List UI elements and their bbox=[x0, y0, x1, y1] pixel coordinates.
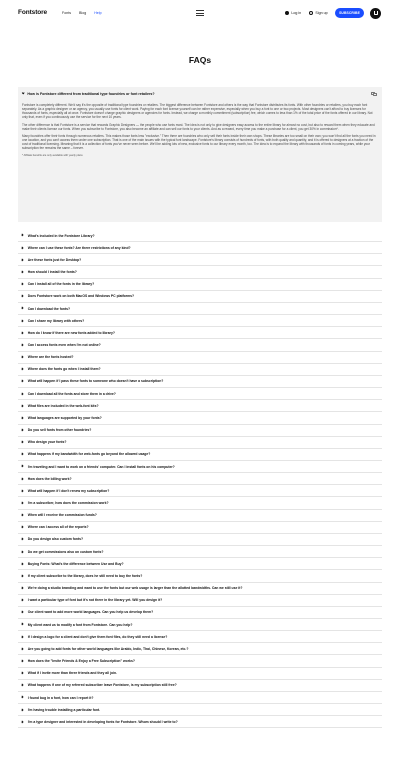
faq-item-question: Buying Fonts: What's the difference between Use and Buy? bbox=[27, 561, 124, 566]
chevron-right-icon bbox=[21, 453, 24, 456]
chevron-right-icon bbox=[21, 672, 24, 675]
faq-item[interactable] bbox=[18, 595, 382, 607]
faq-item-question: I'm a subscriber, how does the commission work? bbox=[27, 501, 109, 506]
chevron-right-icon bbox=[21, 562, 24, 565]
site-header bbox=[0, 0, 400, 28]
faq-item-question: What will happen if I pass these fonts to someone who doesn't have a subscription? bbox=[27, 379, 164, 384]
answer-paragraph: Fontstore is completely different. We'd say it's the opposite of traditional type foundries or retailers. The biggest difference between Fontstore and others is the way that Fontstore distributes its fonts. With other foundries or retailers, you buy each font separately. As a graphic designer or an agency, you usually use fonts for client work. Paying for each font license yourself can be rather expensive, especially when you buy a font to one or two projects. Most designers can't afford to buy licenses for thousands of fonts, especially all at once. Fontstore doesn't charge graphic designers or agencies for fonts. Instead, we charge a monthly commitment (subscription) fee, which comes to less than 1% of the total price of the fonts offered in our library. Not only that, even if you continuously use the service for the next 10 years. bbox=[22, 103, 373, 120]
faq-item-question: What languages are supported by your fonts? bbox=[27, 415, 102, 420]
faq-item-question: Can I download all the fonts and store them in a drive? bbox=[27, 391, 116, 396]
nav-blog[interactable]: Blog bbox=[79, 11, 87, 15]
cart-button[interactable] bbox=[370, 8, 381, 19]
faq-list bbox=[18, 230, 382, 728]
faq-item[interactable] bbox=[18, 546, 382, 558]
chevron-right-icon bbox=[21, 441, 24, 444]
answer-footnote: * Affiliate benefits are only available with yearly plans bbox=[22, 153, 83, 157]
faq-item-question: What happens if my bandwidth for web-fonts go beyond the allowed usage? bbox=[27, 452, 151, 457]
menu-icon[interactable] bbox=[196, 10, 204, 16]
faq-item-question: How should I install the fonts? bbox=[27, 270, 77, 275]
faq-item[interactable] bbox=[18, 400, 382, 412]
chevron-right-icon bbox=[21, 660, 24, 663]
faq-item-question: If I design a logo for a client and don't give them font files, do they still need a license? bbox=[27, 634, 168, 639]
faq-item-question: If my client subscribe to the library, does he still need to buy the fonts? bbox=[27, 573, 143, 578]
faq-item-question: What happens if one of my referred subscriber leave Fontstore, is my subscription still free? bbox=[27, 683, 177, 688]
chevron-right-icon bbox=[21, 271, 24, 274]
faq-item-question: Do we get commissions also on custom fonts? bbox=[27, 549, 104, 554]
faq-item[interactable] bbox=[18, 461, 382, 473]
faq-expanded bbox=[18, 87, 382, 222]
faq-item-question: Does Fontstore work on both MacOS and Windows PC platforms? bbox=[27, 294, 135, 299]
faq-item-question: Are you going to add fonts for other world languages like Arabic, Indic, Thai, Chinese, Korean, etc.? bbox=[27, 646, 189, 651]
chevron-right-icon bbox=[21, 623, 24, 626]
faq-item-question: Can I install all of the fonts in the library? bbox=[27, 282, 95, 287]
faq-item[interactable] bbox=[18, 692, 382, 704]
chevron-right-icon bbox=[21, 331, 24, 334]
faq-item[interactable] bbox=[18, 668, 382, 680]
nav-fonts[interactable]: Fonts bbox=[62, 11, 71, 15]
faq-item[interactable] bbox=[18, 412, 382, 424]
faq-item[interactable] bbox=[18, 242, 382, 254]
faq-item[interactable] bbox=[18, 230, 382, 242]
faq-item[interactable] bbox=[18, 266, 382, 278]
faq-item-question: Where can I use these fonts? Are there restrictions of any kind? bbox=[27, 245, 131, 250]
faq-item-question: We're doing a studio branding and want to use the fonts but our web usage is larger than the allotted bandwidths. Can we still use it? bbox=[27, 586, 243, 591]
faq-item[interactable] bbox=[18, 497, 382, 509]
chevron-right-icon bbox=[21, 404, 24, 407]
chevron-right-icon bbox=[21, 307, 24, 310]
user-outline-icon bbox=[309, 11, 313, 15]
faq-item[interactable] bbox=[18, 522, 382, 534]
answer-paragraph: The other difference is that Fontstore is a service that rewards Graphic Designers — the people who use fonts most. The idea is not only to give designers easy access to the entire library for almost no cost, but also to reward them when they educate and make their clients license our fonts. When you subscribe to Fontstore, you also become an affiliate and can sell our fonts to your clients. And as a reward, every time you make a purchase for a client, you get 30% in commission*. bbox=[22, 122, 375, 131]
faq-item[interactable] bbox=[18, 437, 382, 449]
faq-item[interactable] bbox=[18, 315, 382, 327]
faq-item-question: Where does the fonts go when I install them? bbox=[27, 367, 101, 372]
chevron-right-icon bbox=[21, 501, 24, 504]
faq-item-question: I'm traveling and I want to work on a friends' computer. Can I install fonts on his computer? bbox=[27, 464, 175, 469]
faq-item-question: Can I download the fonts? bbox=[27, 306, 71, 311]
faq-answer bbox=[22, 103, 377, 161]
faq-item-question: I'm having trouble installing a particular font. bbox=[27, 707, 101, 712]
chevron-right-icon bbox=[21, 416, 24, 419]
subscribe-button[interactable]: SUBSCRIBE bbox=[335, 8, 364, 18]
faq-item[interactable] bbox=[18, 303, 382, 315]
faq-item[interactable] bbox=[18, 425, 382, 437]
faq-item[interactable] bbox=[18, 607, 382, 619]
faq-item-question: Do you design also custom fonts? bbox=[27, 537, 84, 542]
faq-item-question: Our client want to add more world languages. Can you help us develop them? bbox=[27, 610, 154, 615]
faq-item-question: Are these fonts just for Desktop? bbox=[27, 257, 82, 262]
chevron-right-icon bbox=[21, 283, 24, 286]
chevron-right-icon bbox=[21, 599, 24, 602]
faq-item-question: Where are the fonts hosted? bbox=[27, 355, 74, 360]
chevron-right-icon bbox=[21, 550, 24, 553]
chevron-right-icon bbox=[21, 684, 24, 687]
answer-paragraph: Many foundries offer their fonts through numerous retailers. This makes those fonts less "exclusive." Then there are foundries who only sell their fonts inside their own shops. These libraries are too small on their own; you won't find all the fonts you need in one location, and you can't access them under one subscription. That is one of the main issues with the typical font landscape. Fontstore's library consists of hundreds of fonts, with both quality and quantity, and it is offered to designers at a fraction of the cost of traditional licensing. Meaning that it is a collection of fonts you've never seen before. We'll be adding lots of new, exclusive fonts to our library every month, too. The idea is to expand the library with thousands of fonts in coming years, while your subscription fee remains the same – forever. bbox=[22, 133, 376, 151]
chevron-down-icon bbox=[22, 92, 25, 95]
faq-item-question: Who design your fonts? bbox=[27, 440, 67, 445]
chevron-right-icon bbox=[21, 611, 24, 614]
login-link[interactable] bbox=[285, 11, 301, 15]
faq-item[interactable] bbox=[18, 327, 382, 339]
user-icon bbox=[285, 11, 289, 15]
signup-link[interactable] bbox=[309, 11, 328, 15]
chevron-right-icon bbox=[21, 380, 24, 383]
faq-item-question: What files are included in the web-font kits? bbox=[27, 403, 99, 408]
chevron-right-icon bbox=[21, 647, 24, 650]
chevron-right-icon bbox=[21, 392, 24, 395]
faq-item[interactable] bbox=[18, 339, 382, 351]
faq-item[interactable] bbox=[18, 254, 382, 266]
chevron-right-icon bbox=[21, 246, 24, 249]
login-label: Log in bbox=[291, 10, 302, 15]
logo[interactable]: Fontstore bbox=[18, 9, 48, 16]
chevron-right-icon bbox=[21, 295, 24, 298]
faq-item-question: When will I receive the commission funds? bbox=[27, 513, 97, 518]
faq-item-question: How do I know if there are new fonts added to library? bbox=[27, 330, 115, 335]
faq-item[interactable] bbox=[18, 388, 382, 400]
faq-item-question: What's included in the Fontstore Library? bbox=[27, 233, 95, 238]
faq-item-question: Do you sell fonts from other foundries? bbox=[27, 428, 92, 433]
faq-item[interactable] bbox=[18, 619, 382, 631]
copy-link-icon[interactable] bbox=[371, 92, 377, 97]
faq-item[interactable] bbox=[18, 534, 382, 546]
chevron-right-icon bbox=[21, 708, 24, 711]
faq-item-question: Can I access fonts even when I'm not online? bbox=[27, 342, 101, 347]
faq-item[interactable] bbox=[18, 473, 382, 485]
chevron-right-icon bbox=[21, 514, 24, 517]
faq-item-question: Can I share my library with others? bbox=[27, 318, 85, 323]
chevron-right-icon bbox=[21, 319, 24, 322]
faq-item[interactable] bbox=[18, 558, 382, 570]
faq-item-question: I want a particular type of font but it's not there in the library yet. Will you design it? bbox=[27, 598, 163, 603]
page-title: FAQs bbox=[188, 55, 212, 65]
chevron-right-icon bbox=[21, 343, 24, 346]
faq-item[interactable] bbox=[18, 510, 382, 522]
faq-item[interactable] bbox=[18, 704, 382, 716]
nav-help[interactable]: Help bbox=[94, 11, 102, 15]
faq-item-question: How does the billing work? bbox=[27, 476, 72, 481]
faq-question-toggle[interactable] bbox=[22, 92, 155, 96]
chevron-right-icon bbox=[21, 368, 24, 371]
faq-item[interactable] bbox=[18, 485, 382, 497]
faq-item-question: I found bug in a font, how can I report it? bbox=[27, 695, 94, 700]
chevron-right-icon bbox=[21, 258, 24, 261]
chevron-right-icon bbox=[21, 538, 24, 541]
faq-item[interactable] bbox=[18, 570, 382, 582]
faq-item[interactable] bbox=[18, 376, 382, 388]
chevron-right-icon bbox=[21, 234, 24, 237]
faq-item-question: How does the "Invite Friends & Enjoy a Free Subscription" works? bbox=[27, 659, 135, 664]
chevron-right-icon bbox=[21, 356, 24, 359]
faq-item[interactable] bbox=[18, 643, 382, 655]
chevron-right-icon bbox=[21, 429, 24, 432]
faq-item[interactable] bbox=[18, 364, 382, 376]
faq-item-question: What if I invite more than three friends and they all join. bbox=[27, 671, 117, 676]
chevron-right-icon bbox=[21, 720, 24, 723]
chevron-right-icon bbox=[21, 574, 24, 577]
signup-label: Sign up bbox=[315, 10, 328, 15]
chevron-right-icon bbox=[21, 696, 24, 699]
faq-item[interactable] bbox=[18, 680, 382, 692]
main-nav bbox=[62, 11, 102, 15]
cart-icon bbox=[374, 11, 378, 15]
chevron-right-icon bbox=[21, 587, 24, 590]
chevron-right-icon bbox=[21, 465, 24, 468]
faq-item[interactable] bbox=[18, 279, 382, 291]
faq-item[interactable] bbox=[18, 291, 382, 303]
faq-item[interactable] bbox=[18, 583, 382, 595]
faq-question: How is Fontstore different from traditional type foundries or font retailers? bbox=[27, 92, 155, 96]
faq-item-question: What will happen if I don't renew my subscription? bbox=[27, 488, 110, 493]
faq-item[interactable] bbox=[18, 655, 382, 667]
chevron-right-icon bbox=[21, 489, 24, 492]
chevron-right-icon bbox=[21, 526, 24, 529]
faq-item-question: Where can I access all of the reports? bbox=[27, 525, 89, 530]
chevron-right-icon bbox=[21, 635, 24, 638]
faq-item-question: My client want us to modify a font from Fontstore. Can you help? bbox=[27, 622, 133, 627]
faq-item[interactable] bbox=[18, 716, 382, 728]
faq-item[interactable] bbox=[18, 631, 382, 643]
faq-item[interactable] bbox=[18, 352, 382, 364]
faq-item-question: I'm a type designer and interested in developing fonts for Fontstore. Whom should I write to? bbox=[27, 719, 178, 724]
faq-item[interactable] bbox=[18, 449, 382, 461]
chevron-right-icon bbox=[21, 477, 24, 480]
